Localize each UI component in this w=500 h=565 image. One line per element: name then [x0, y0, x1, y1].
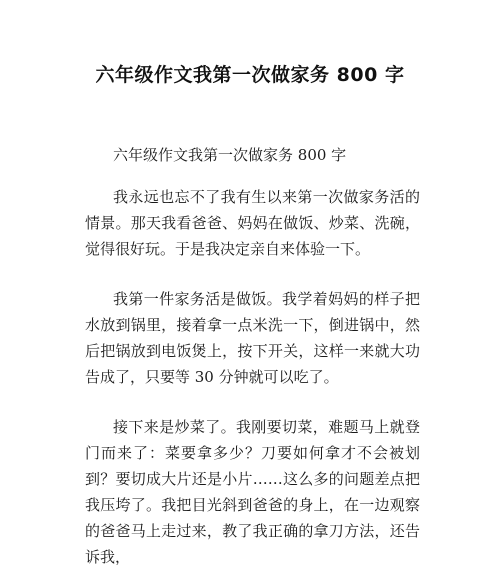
document-title: 六年级作文我第一次做家务 800 字 — [95, 64, 405, 86]
paragraph: 我永远也忘不了我有生以来第一次做家务活的情景。那天我看爸爸、妈妈在做饭、炒菜、洗碗，觉得很好玩。于是我决定亲自来体验一下。 — [85, 188, 420, 258]
paragraph: 接下来是炒菜了。我刚要切菜，难题马上就登门而来了：菜要拿多少？刀要如何拿才不会被划到？要切成大片还是小片……这么多的问题差点把我压垮了。我把目光斜到爸爸的身上，在一边观察的爸爸马上走过来，教了我正确的拿刀方法，还告诉我， — [85, 418, 420, 565]
paragraph: 我第一件家务活是做饭。我学着妈妈的样子把水放到锅里，接着拿一点米洗一下，倒进锅中，然后把锅放到电饭煲上，按下开关，这样一来就大功告成了，只要等 30 分钟就可以吃了。 — [85, 290, 420, 386]
document-body — [85, 142, 420, 565]
document-subtitle: 六年级作文我第一次做家务 800 字 — [113, 146, 347, 164]
